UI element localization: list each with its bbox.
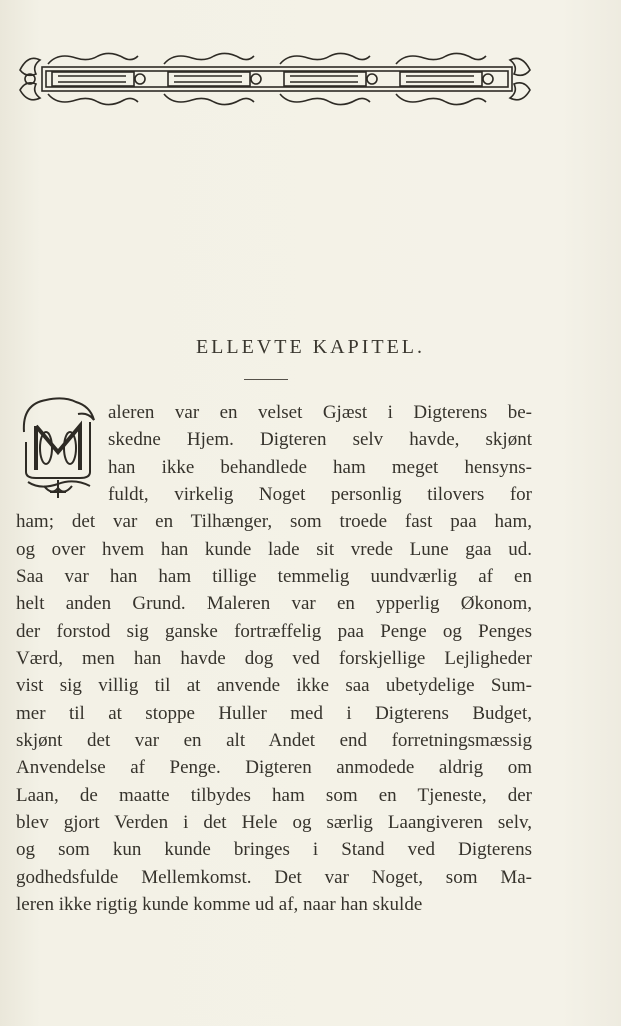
text-line: fuldt, virkelig Noget personlig tilovers for	[108, 484, 532, 505]
text-line: skedne Hjem. Digteren selv havde, skjønt	[108, 429, 532, 450]
text-line: Laan, de maatte tilbydes ham som en Tjeneste, der	[16, 785, 532, 806]
text-line: der forstod sig ganske fortræffelig paa Penge og Penges	[16, 621, 532, 642]
text-line: han ikke behandlede ham meget hensyns-	[108, 457, 532, 478]
text-line: mer til at stoppe Huller med i Digterens Budget,	[16, 703, 532, 724]
text-line: ham; det var en Tilhænger, som troede fast paa ham,	[16, 511, 532, 532]
chapter-title: ELLEVTE KAPITEL.	[195, 336, 426, 358]
decorative-initial-m	[18, 392, 98, 500]
text-line: helt anden Grund. Maleren var en ypperlig Økonom,	[16, 593, 532, 614]
text-line: godhedsfulde Mellemkomst. Det var Noget, som Ma-	[16, 867, 532, 888]
header-ornament	[18, 50, 532, 108]
text-line: Anvendelse af Penge. Digteren anmodede aldrig om	[16, 757, 532, 778]
text-line: og som kun kunde bringes i Stand ved Digterens	[16, 839, 532, 860]
text-line: Saa var han ham tillige temmelig uundværlig af en	[16, 566, 532, 587]
text-line: blev gjort Verden i det Hele og særlig Laangiveren selv,	[16, 812, 532, 833]
title-rule	[244, 379, 288, 380]
text-line: og over hvem han kunde lade sit vrede Lune gaa ud.	[16, 539, 532, 560]
text-line: Værd, men han havde dog ved forskjellige Lejligheder	[16, 648, 532, 669]
text-line: vist sig villig til at anvende ikke saa ubetydelige Sum-	[16, 675, 532, 696]
text-line: aleren var en velset Gjæst i Digterens be-	[108, 402, 532, 423]
text-line: skjønt det var en alt Andet end forretningsmæssig	[16, 730, 532, 751]
text-line: leren ikke rigtig kunde komme ud af, naar han skulde	[16, 894, 423, 915]
